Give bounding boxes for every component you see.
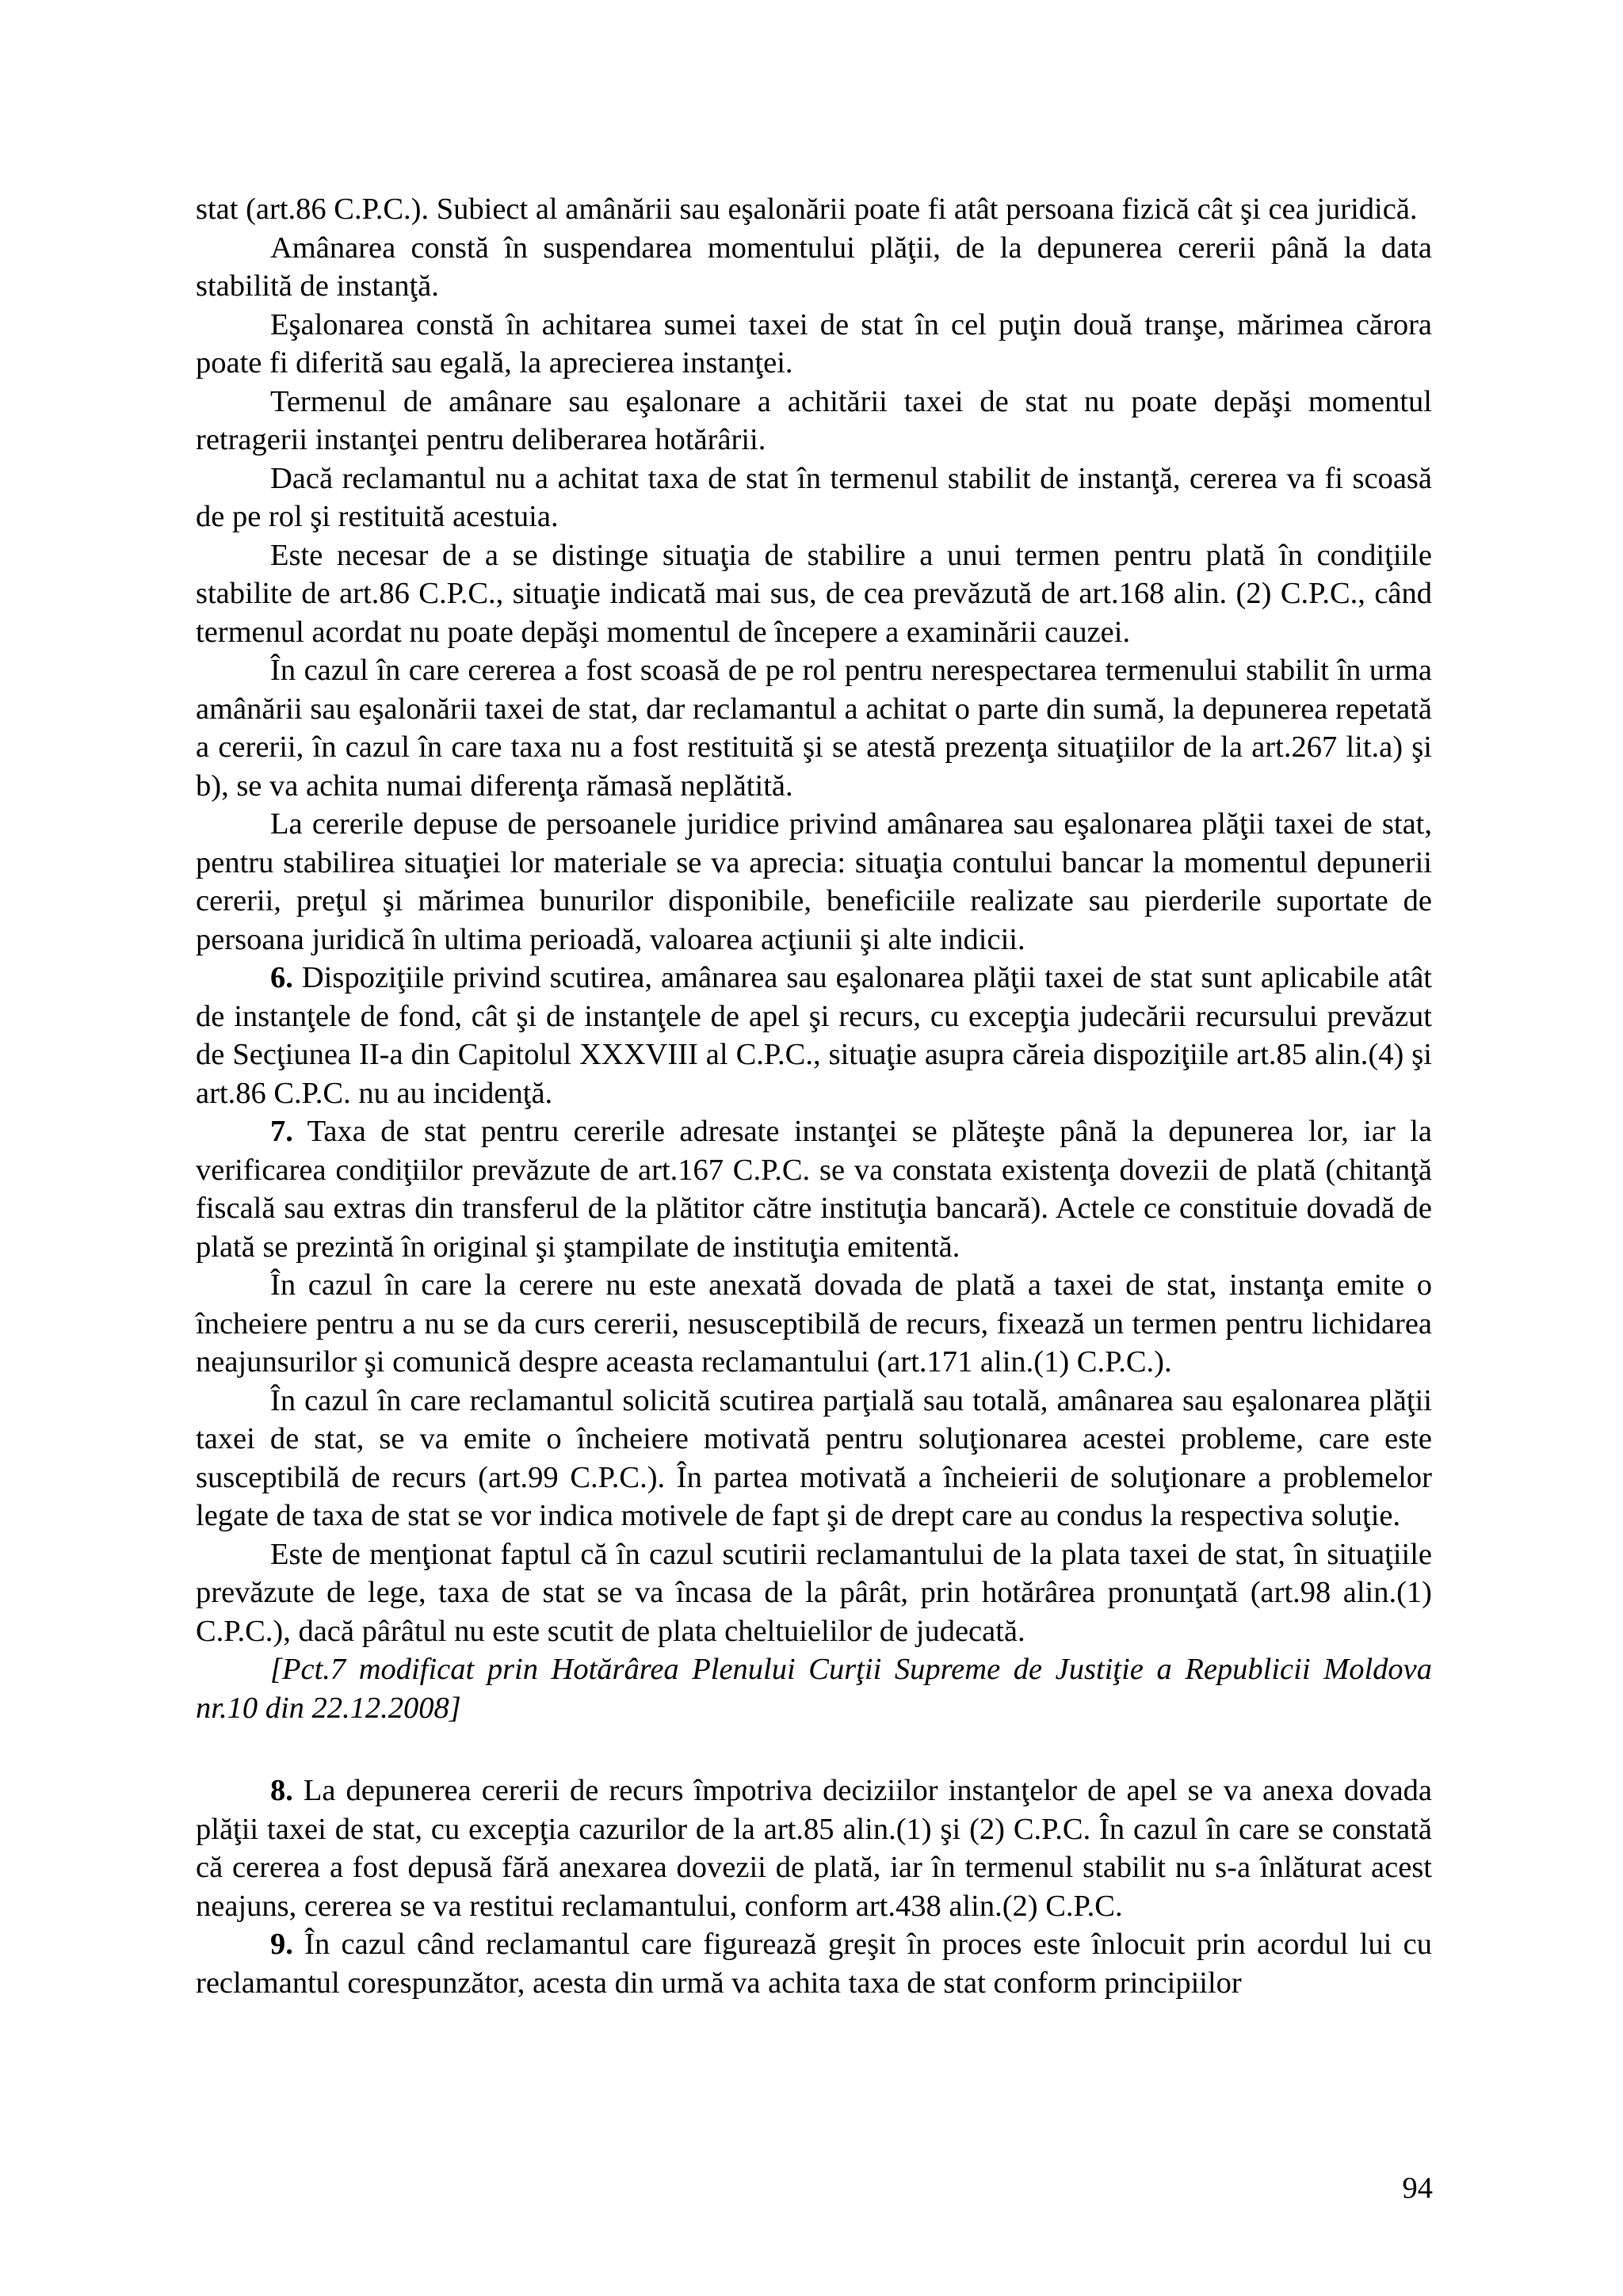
point-number: 9. xyxy=(270,1928,293,1961)
paragraph-scoatere-de-pe-rol: În cazul în care cererea a fost scoasă de pe rol pentru nerespectarea termenului stabilit în urma amânării sau eşalonării taxei de stat, dar reclamantul a achitat o parte din sumă, la depunerea repetată a cererii, în cazul în care taxa nu a fost restituită şi se atestă prezenţa situaţiilor de la art.267 lit.a) şi b), se va achita numai diferenţa rămasă neplătită. xyxy=(196,654,1432,803)
page-number: 94 xyxy=(1402,2172,1433,2205)
amendment-note: [Pct.7 modificat prin Hotărârea Plenului Curţii Supreme de Justiţie a Republicii Moldova nr.10 din 22.12.2008] xyxy=(196,1653,1432,1725)
paragraph-persoane-juridice: La cererile depuse de persoanele juridice privind amânarea sau eşalonarea plăţii taxei de stat, pentru stabilirea situaţiei lor materiale se va aprecia: situaţia contului bancar la momentul depunerii cererii, preţul şi mărimea bunurilor disponibile, beneficiile realizate sau pierderile suportate de persoana juridică în ultima perioadă, valoarea acţiunii şi alte indicii. xyxy=(196,807,1432,956)
point-number: 6. xyxy=(270,961,293,994)
paragraph-scutire-reclamant: Este de menţionat faptul că în cazul scutirii reclamantului de la plata taxei de stat, în situaţiile prevăzute de lege, taxa de stat se va încasa de la pârât, prin hotărârea pronunţată (art.98 alin.(1) C.P.C.), dacă pârâtul nu este scutit de plata cheltuielilor de judecată. xyxy=(196,1537,1432,1648)
paragraph-neachitare: Dacă reclamantul nu a achitat taxa de stat în termenul stabilit de instanţă, cererea va fi scoasă de pe rol şi restituită acestuia. xyxy=(196,461,1432,533)
paragraph-text: Taxa de stat pentru cererile adresate instanţei se plăteşte până la depunerea lor, iar la verificarea condiţiilor prevăzute de art.167 C.P.C. se va constata existenţa dovezii de plată (chitanţă fiscală sau extras din transferul de la plătitor către instituţia bancară). Actele ce constituie dovadă de plată se prezintă în original şi ştampilate de instituţia emitentă. xyxy=(196,1115,1432,1264)
paragraph-esalonare: Eşalonarea constă în achitarea sumei taxei de stat în cel puţin două tranşe, mărimea cărora poate fi diferită sau egală, la aprecierea instanţei. xyxy=(196,307,1432,379)
paragraph-text: Dispoziţiile privind scutirea, amânarea sau eşalonarea plăţii taxei de stat sunt aplicabile atât de instanţele de fond, cât şi de instanţele de apel şi recurs, cu excepţia judecării recursului prevăzut de Secţiunea II-a din Capitolul XXXVIII al C.P.C., situaţie asupra căreia dispoziţiile art.85 alin.(4) şi art.86 C.P.C. nu au incidenţă. xyxy=(196,961,1432,1110)
paragraph-termen: Termenul de amânare sau eşalonare a achitării taxei de stat nu poate depăşi momentul retragerii instanţei pentru deliberarea hotărârii. xyxy=(196,384,1432,456)
paragraph-point-7 xyxy=(196,1112,1432,1266)
paragraph-text: La depunerea cererii de recurs împotriva deciziilor instanţelor de apel se va anexa dovada plăţii taxei de stat, cu excepţia cazurilor de la art.85 alin.(1) şi (2) C.P.C. În cazul în care se constată că cererea a fost depusă fără anexarea dovezii de plată, iar în termenul stabilit nu s-a înlăturat acest neajuns, cererea se va restitui reclamantului, conform art.438 alin.(2) C.P.C. xyxy=(196,1774,1433,1923)
paragraph-continuation: stat (art.86 C.P.C.). Subiect al amânării sau eşalonării poate fi atât persoana fizică cât şi cea juridică. xyxy=(196,193,1418,226)
document-body xyxy=(196,190,1432,2002)
paragraph-distinctie: Este necesar de a se distinge situaţia de stabilire a unui termen pentru plată în condiţiile stabilite de art.86 C.P.C., situaţie indicată mai sus, de cea prevăzută de art.168 alin. (2) C.P.C., când termenul acordat nu poate depăşi momentul de începere a examinării cauzei. xyxy=(196,538,1432,649)
point-number: 7. xyxy=(270,1115,293,1148)
paragraph-point-8 xyxy=(196,1772,1432,1925)
paragraph-amanare: Amânarea constă în suspendarea momentului plăţii, de la depunerea cererii până la data stabilită de instanţă. xyxy=(196,231,1432,303)
paragraph-text: În cazul când reclamantul care figurează greşit în proces este înlocuit prin acordul lui cu reclamantul corespunzător, acesta din urmă va achita taxa de stat conform principiilor xyxy=(196,1928,1433,2000)
paragraph-point-9 xyxy=(196,1925,1432,2002)
paragraph-point-6 xyxy=(196,959,1432,1112)
point-number: 8. xyxy=(270,1774,293,1807)
paragraph-dovada-plata: În cazul în care la cerere nu este anexată dovada de plată a taxei de stat, instanţa emite o încheiere pentru a nu se da curs cererii, nesusceptibilă de recurs, fixează un termen pentru lichidarea neajunsurilor şi comunică despre aceasta reclamantului (art.171 alin.(1) C.P.C.). xyxy=(196,1268,1432,1379)
paragraph-scutire-partiala: În cazul în care reclamantul solicită scutirea parţială sau totală, amânarea sau eşalonarea plăţii taxei de stat, se va emite o încheiere motivată pentru soluţionarea acestei probleme, care este susceptibilă de recurs (art.99 C.P.C.). În partea motivată a încheierii de soluţionare a problemelor legate de taxa de stat se vor indica motivele de fapt şi de drept care au condus la respectiva soluţie. xyxy=(196,1383,1432,1532)
